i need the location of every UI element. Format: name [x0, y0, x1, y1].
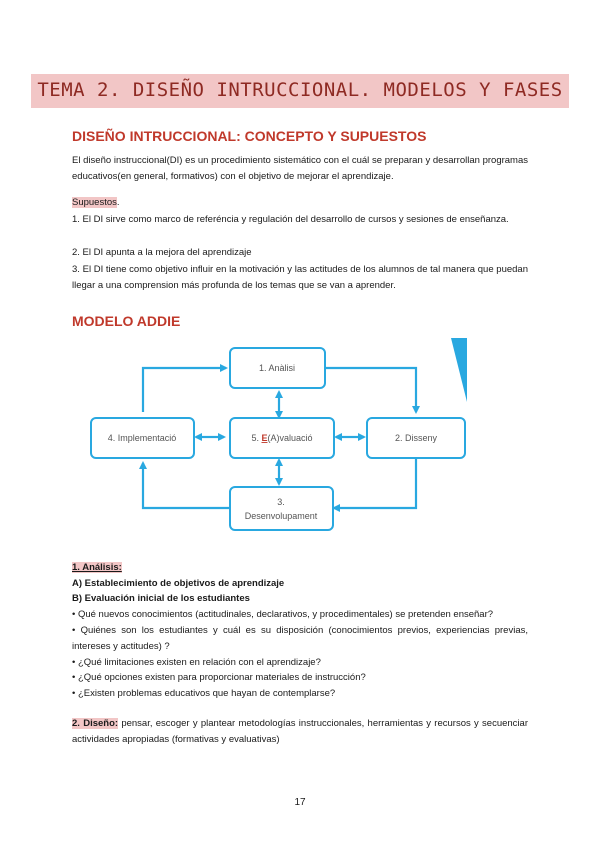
box-desenvolupament	[230, 487, 333, 530]
arrow-desenvolupament-to-implementacio	[143, 463, 232, 508]
label-avaluacio-num: 5.	[251, 433, 262, 443]
analisis-bullet-1: • Qué nuevos conocimientos (actitudinales, declarativos, y procedimentales) se pretenden enseñar?	[72, 609, 494, 620]
analisis-a: A) Establecimiento de objetivos de aprendizaje	[72, 578, 285, 589]
label-avaluacio-rest: (A)valuació	[267, 433, 313, 443]
label-desenvolupament: Desenvolupament	[244, 511, 318, 521]
arrow-implementacio-to-analisi	[143, 368, 226, 412]
page-title: TEMA 2. DISEÑO INTRUCCIONAL. MODELOS Y FASES	[31, 74, 568, 108]
arrow-analisi-to-disseny	[325, 368, 416, 412]
analisis-bullet-5: • ¿Existen problemas educativos que hayan de contemplarse?	[72, 688, 336, 699]
arrow-disseny-to-desenvolupament	[334, 458, 416, 508]
diseno-label: 2. Diseño:	[72, 718, 119, 729]
label-avaluacio	[251, 433, 312, 443]
analisis-bullet-4: • ¿Qué opciones existen para proporcionar materiales de instrucción?	[72, 672, 366, 683]
label-analisi: 1. Anàlisi	[258, 363, 296, 373]
page-number: 17	[294, 797, 306, 808]
supuesto-item-1: 1. El DI sirve como marco de referéncia y regulación del desarrollo de cursos y sesiones de enseñanza.	[72, 214, 509, 225]
analisis-b: B) Evaluación inicial de los estudiantes	[72, 593, 250, 604]
label-avaluacio-e: E	[261, 433, 268, 443]
diseno-paragraph	[72, 716, 528, 748]
section-heading-addie: MODELO ADDIE	[72, 313, 181, 329]
supuestos-dot: .	[116, 197, 120, 208]
label-disseny: 2. Disseny	[394, 433, 438, 443]
section-heading-concepto: DISEÑO INTRUCCIONAL: CONCEPTO Y SUPUESTOS	[72, 128, 427, 144]
paragraph-definition: El diseño instruccional(DI) es un procedimiento sistemático con el cuál se preparan y desarrollan programas educativos(en general, formativos) con el objetivo de mejorar el aprendizaje.	[72, 155, 528, 182]
supuesto-item-2: 2. El DI apunta a la mejora del aprendizaje	[72, 247, 252, 258]
supuestos-label: Supuestos	[72, 197, 117, 208]
analisis-bullet-3: • ¿Qué limitaciones existen en relación con el aprendizaje?	[72, 657, 321, 668]
diseno-text: pensar, escoger y plantear metodologías instruccionales, herramientas y recursos y secuenciar actividades apropiadas (formativas y evaluativas)	[72, 718, 528, 745]
analisis-label-line	[72, 560, 528, 576]
analisis-bullet-2: • Quiénes son los estudiantes y cuál es su disposición (conocimientos previos, experiencias previas, intereses y actitudes) ?	[72, 625, 528, 652]
label-desenvolupament-num: 3.	[277, 497, 285, 507]
supuesto-item-3: 3. El DI tiene como objetivo influir en la motivación y las actitudes de los alumnos de tal manera que puedan llegar a una comprension más profunda de los temas que se van a aprender.	[72, 264, 528, 291]
label-implementacio: 4. Implementació	[107, 433, 177, 443]
corner-triangle	[451, 338, 467, 402]
analisis-label: 1. Análisis:	[72, 562, 122, 573]
